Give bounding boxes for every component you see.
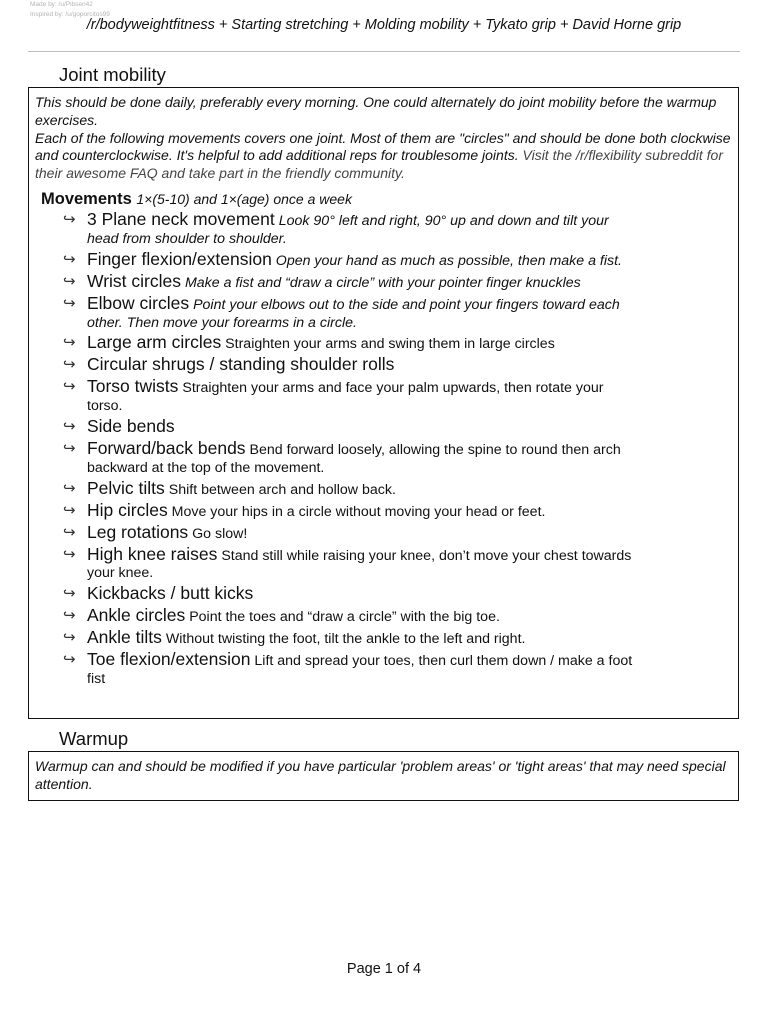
hook-arrow-icon: ↪ [63, 249, 76, 268]
hook-arrow-icon: ↪ [63, 271, 76, 290]
list-item [63, 334, 641, 354]
joint-mobility-box [28, 87, 739, 719]
movement-description: Make a fist and “draw a circle” with your pointer finger knuckles [184, 274, 581, 291]
list-item [63, 585, 641, 605]
movement-description: Straighten your arms and swing them in large circles [225, 336, 555, 353]
hook-arrow-icon: ↪ [63, 628, 76, 647]
list-item [63, 607, 641, 627]
movement-description: Point your elbows out to the side and point your fingers toward each other. Then move your forearms in a circle. [87, 296, 620, 331]
warmup-box [28, 751, 739, 801]
warmup-intro-text: Warmup can and should be modified if you have particular 'problem areas' or 'tight areas' that may need special attention. [35, 758, 726, 792]
flexibility-subreddit-link[interactable]: Visit the /r/flexibility subreddit for their awesome FAQ and take part in the friendly community. [35, 147, 723, 182]
hook-arrow-icon: ↪ [63, 606, 76, 625]
movement-name: Torso twists [87, 376, 179, 397]
hook-arrow-icon: ↪ [63, 293, 76, 312]
hook-arrow-icon: ↪ [63, 438, 76, 457]
movement-description: Shift between arch and hollow back. [168, 481, 396, 498]
movement-name: Ankle tilts [87, 627, 162, 648]
intro-paragraph-2 [35, 130, 732, 183]
page-number: Page 1 of 4 [346, 961, 422, 977]
movement-name: Large arm circles [87, 332, 222, 353]
movement-name: Hip circles [87, 499, 168, 520]
hook-arrow-icon: ↪ [63, 417, 76, 436]
movement-description: Go slow! [192, 525, 248, 542]
list-item [63, 248, 641, 271]
list-item [63, 211, 641, 249]
movement-description: Bend forward loosely, allowing the spine to round then arch backward at the top of the movement. [87, 441, 621, 476]
movement-description: Move your hips in a circle without moving your head or feet. [171, 503, 546, 520]
list-item [63, 651, 641, 689]
inspired-by-credit: Inspired by: /u/goporcitos99 [30, 11, 110, 18]
movement-name: Finger flexion/extension [87, 248, 272, 269]
movements-label: Movements [41, 190, 132, 208]
hook-arrow-icon: ↪ [63, 500, 76, 519]
movement-description: Without twisting the foot, tilt the ankle to the left and right. [165, 631, 526, 648]
list-item [63, 499, 641, 522]
hook-arrow-icon: ↪ [63, 355, 76, 374]
movements-heading [41, 189, 641, 209]
movement-description: Point the toes and “draw a circle” with the big toe. [189, 609, 500, 626]
movement-description: Lift and spread your toes, then curl them down / make a foot fist [87, 653, 633, 687]
warmup-intro [29, 752, 738, 794]
list-item [63, 543, 641, 584]
document-header-title: /r/bodyweightfitness + Starting stretching + Molding mobility + Tykato grip + David Horne grip [86, 17, 682, 33]
movement-name: Ankle circles [87, 605, 186, 626]
list-item [63, 356, 641, 376]
movements-list [41, 211, 641, 689]
hook-arrow-icon: ↪ [63, 377, 76, 396]
list-item [63, 378, 641, 416]
made-by-credit: Made by: /u/Pibsen42 [30, 1, 93, 8]
intro-paragraph-1: This should be done daily, preferably every morning. One could alternately do joint mobility before the warmup exercises. [35, 94, 717, 128]
joint-mobility-title: Joint mobility [59, 64, 166, 85]
movement-description: Straighten your arms and face your palm upwards, then rotate your torso. [87, 380, 604, 415]
movement-description: Stand still while raising your knee, don’t move your chest towards your knee. [87, 547, 632, 582]
movement-name: Wrist circles [87, 270, 181, 291]
list-item [63, 629, 641, 649]
hook-arrow-icon: ↪ [63, 650, 76, 669]
movement-name: Forward/back bends [87, 437, 246, 458]
movement-name: Kickbacks / butt kicks [87, 583, 254, 604]
movement-name: Elbow circles [87, 292, 190, 313]
list-item [63, 270, 641, 293]
list-item [63, 437, 641, 478]
hook-arrow-icon: ↪ [63, 584, 76, 603]
list-item [63, 418, 641, 438]
movement-name: Circular shrugs / standing shoulder rolls [87, 354, 395, 375]
movement-description: Look 90° left and right, 90° up and down and tilt your head from shoulder to shoulder. [87, 213, 609, 247]
joint-mobility-intro [29, 88, 738, 183]
hook-arrow-icon: ↪ [63, 522, 76, 541]
header-divider [28, 51, 740, 52]
list-item [63, 521, 641, 544]
movement-description: Open your hand as much as possible, then make a fist. [275, 252, 622, 269]
list-item [63, 292, 641, 333]
hook-arrow-icon: ↪ [63, 333, 76, 352]
movement-name: Side bends [87, 416, 175, 437]
movement-name: Toe flexion/extension [87, 649, 251, 670]
movement-name: Leg rotations [87, 521, 189, 542]
movements-frequency: 1×(5-10) and 1×(age) once a week [136, 191, 352, 207]
movement-name: High knee raises [87, 543, 218, 564]
list-item [63, 477, 641, 500]
movements-section [41, 189, 641, 689]
hook-arrow-icon: ↪ [63, 478, 76, 497]
warmup-title: Warmup [59, 728, 129, 749]
hook-arrow-icon: ↪ [63, 210, 76, 228]
movement-name: Pelvic tilts [87, 477, 165, 498]
hook-arrow-icon: ↪ [63, 544, 76, 563]
intro-paragraph-2-text: Each of the following movements covers one joint. Most of them are "circles" and should be done both clockwise and counterclockwise. It's helpful to add additional reps for troublesome joints. [35, 129, 731, 164]
movement-name: 3 Plane neck movement [87, 209, 275, 229]
